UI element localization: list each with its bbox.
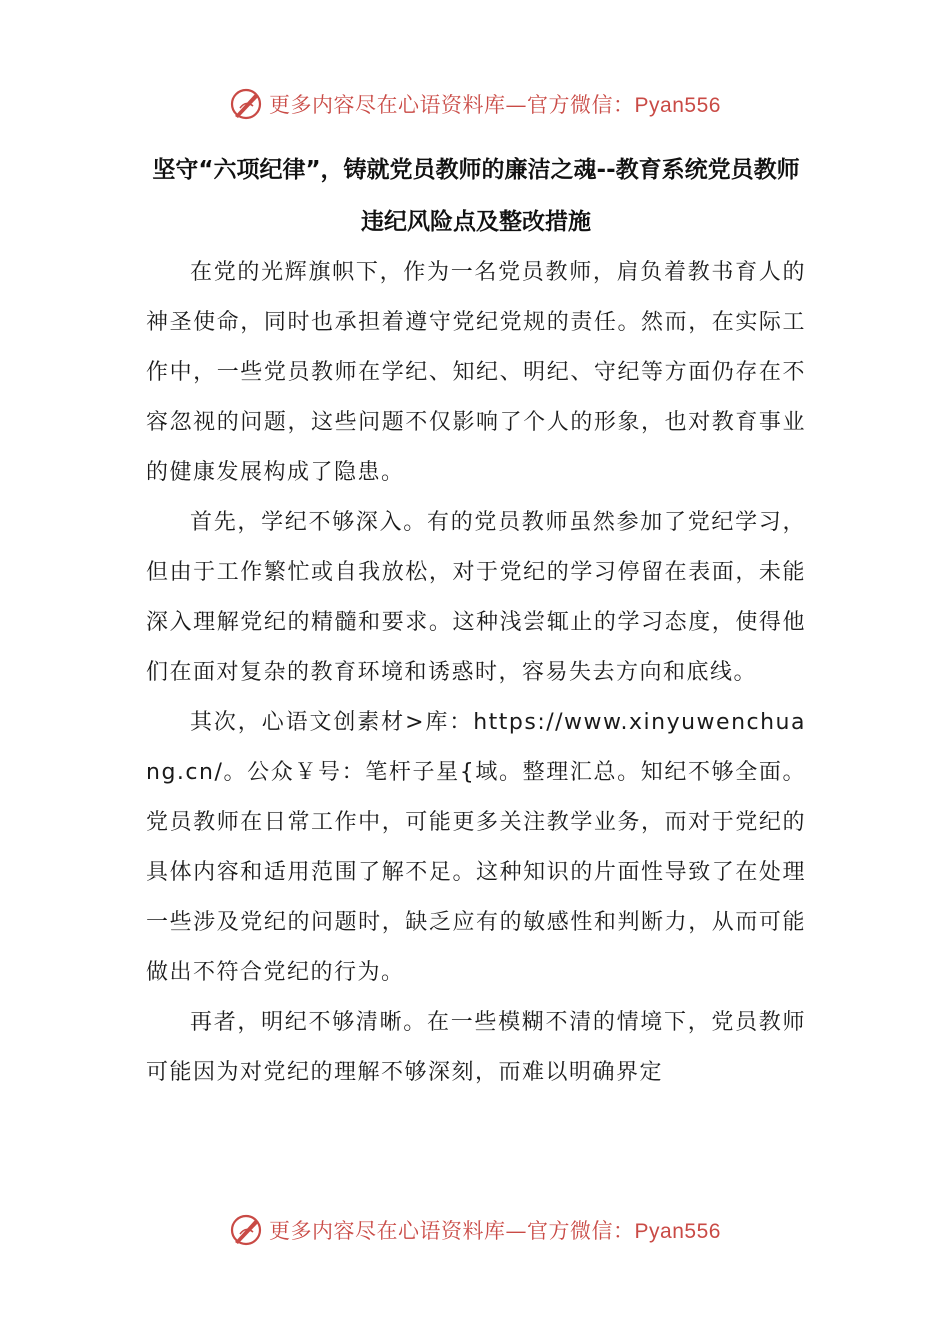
footer-banner [0,1210,950,1250]
banner-text: 更多内容尽在心语资料库—官方微信：Pyan556 [269,93,721,117]
paragraph-4: 再者，明纪不够清晰。在一些模糊不清的情境下，党员教师可能因为对党纪的理解不够深刻，而难以明确界定 [146,1010,806,1085]
wechat-handle: Pyan556 [634,1220,721,1243]
document-title: 坚守“六项纪律”，铸就党员教师的廉洁之魂--教育系统党员教师违纪风险点及整改措施 [152,157,800,235]
paragraph-1: 在党的光辉旗帜下，作为一名党员教师，肩负着教书育人的神圣使命，同时也承担着遵守党纪党规的责任。然而，在实际工作中，一些党员教师在学纪、知纪、明纪、守纪等方面仍存在不容忽视的问题，这些问题不仅影响了个人的形象，也对教育事业的健康发展构成了隐患。 [146,260,806,485]
header-banner [0,84,950,124]
document-body [146,144,806,1098]
paragraph-2: 首先，学纪不够深入。有的党员教师虽然参加了党纪学习，但由于工作繁忙或自我放松，对于党纪的学习停留在表面，未能深入理解党纪的精髓和要求。这种浅尝辄止的学习态度，使得他们在面对复杂的教育环境和诱惑时，容易失去方向和底线。 [146,510,806,685]
pen-logo-icon [229,1212,265,1248]
banner-text: 更多内容尽在心语资料库—官方微信：Pyan556 [269,1219,721,1243]
wechat-handle: Pyan556 [634,94,721,117]
pen-logo-icon [229,86,265,122]
paragraph-3: 其次，心语文创素材>库：https://www.xinyuwenchuang.cn/。公众￥号：笔杆子星{域。整理汇总。知纪不够全面。党员教师在日常工作中，可能更多关注教学业务，而对于党纪的具体内容和适用范围了解不足。这种知识的片面性导致了在处理一些涉及党纪的问题时，缺乏应有的敏感性和判断力，从而可能做出不符合党纪的行为。 [146,710,806,985]
